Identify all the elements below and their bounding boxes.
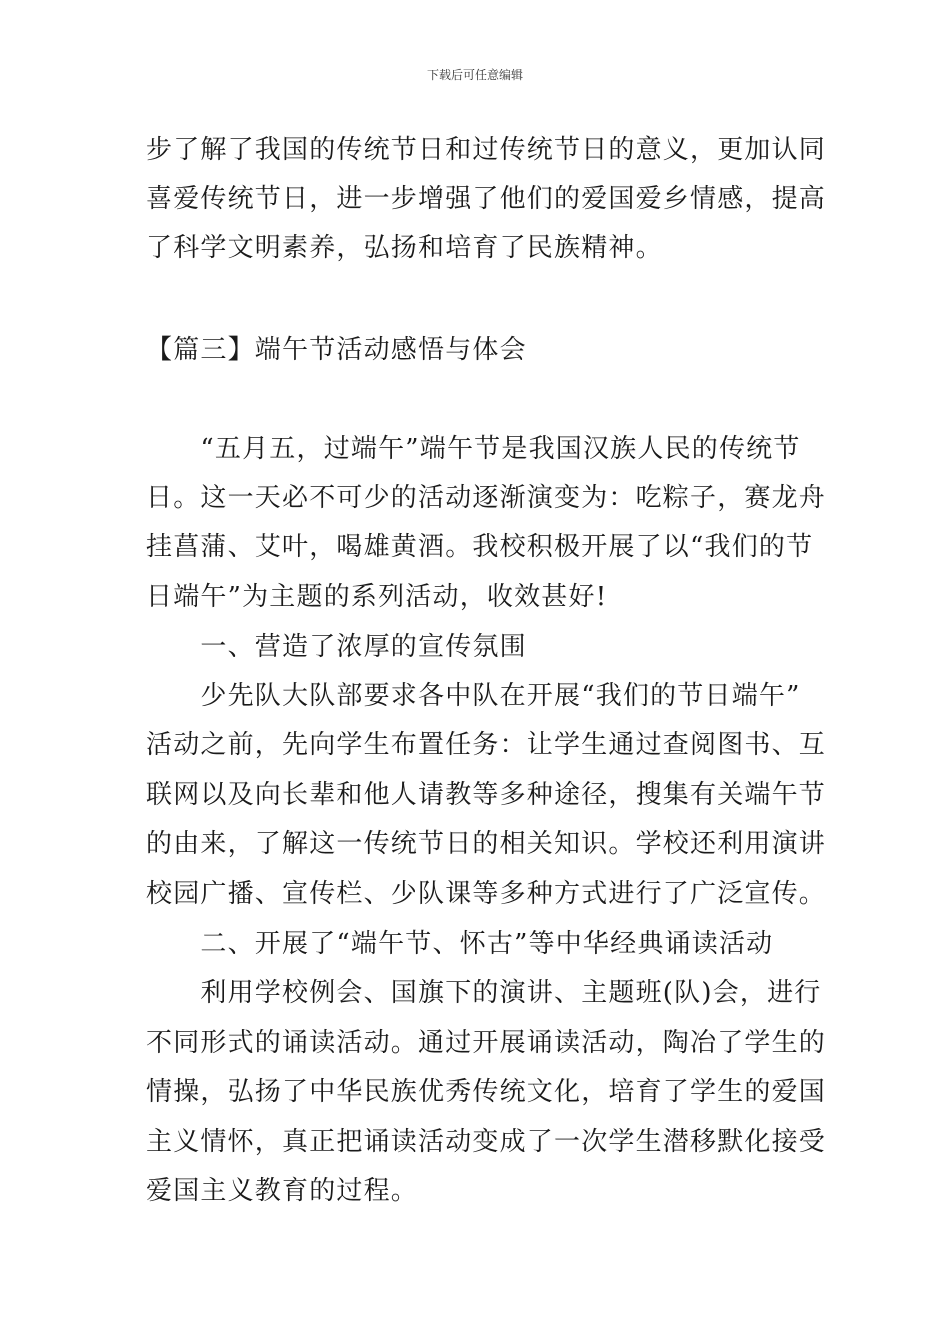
subheading: 二、开展了“端午节、怀古”等中华经典诵读活动 [146,929,774,959]
body-line: 挂菖蒲、艾叶，喝雄黄酒。我校积极开展了以“我们的节 [146,532,814,562]
body-line: 日。这一天必不可少的活动逐渐演变为：吃粽子，赛龙舟 [146,483,827,513]
body-line: 日端午”为主题的系列活动，收效甚好! [146,582,608,612]
body-line: 联网以及向长辈和他人请教等多种途径，搜集有关端午节 [146,780,827,810]
body-line: 主义情怀，真正把诵读活动变成了一次学生潜移默化接受 [146,1127,827,1157]
body-line: 少先队大队部要求各中队在开展“我们的节日端午” [146,681,801,711]
body-line: 活动之前，先向学生布置任务：让学生通过查阅图书、互 [146,730,827,760]
body-line: 步了解了我国的传统节日和过传统节日的意义，更加认同 [146,135,827,165]
body-line: 情操，弘扬了中华民族优秀传统文化，培育了学生的爱国 [146,1077,827,1107]
body-line: 不同形式的诵读活动。通过开展诵读活动，陶冶了学生的 [146,1028,827,1058]
body-line: 的由来，了解这一传统节日的相关知识。学校还利用演讲 [146,829,827,859]
body-line: 利用学校例会、国旗下的演讲、主题班(队)会，进行 [146,978,822,1008]
subheading: 一、营造了浓厚的宣传氛围 [146,632,527,662]
body-line: 了科学文明素养，弘扬和培育了民族精神。 [146,233,663,263]
page-header: 下载后可任意编辑 [426,68,523,82]
body-line: “五月五，过端午”端午节是我国汉族人民的传统节 [146,434,801,464]
section-heading: 【篇三】端午节活动感悟与体会 [146,335,527,365]
body-line: 爱国主义教育的过程。 [146,1176,419,1206]
body-line: 喜爱传统节日，进一步增强了他们的爱国爱乡情感，提高 [146,184,827,214]
body-line: 校园广播、宣传栏、少队课等多种方式进行了广泛宣传。 [146,879,827,909]
